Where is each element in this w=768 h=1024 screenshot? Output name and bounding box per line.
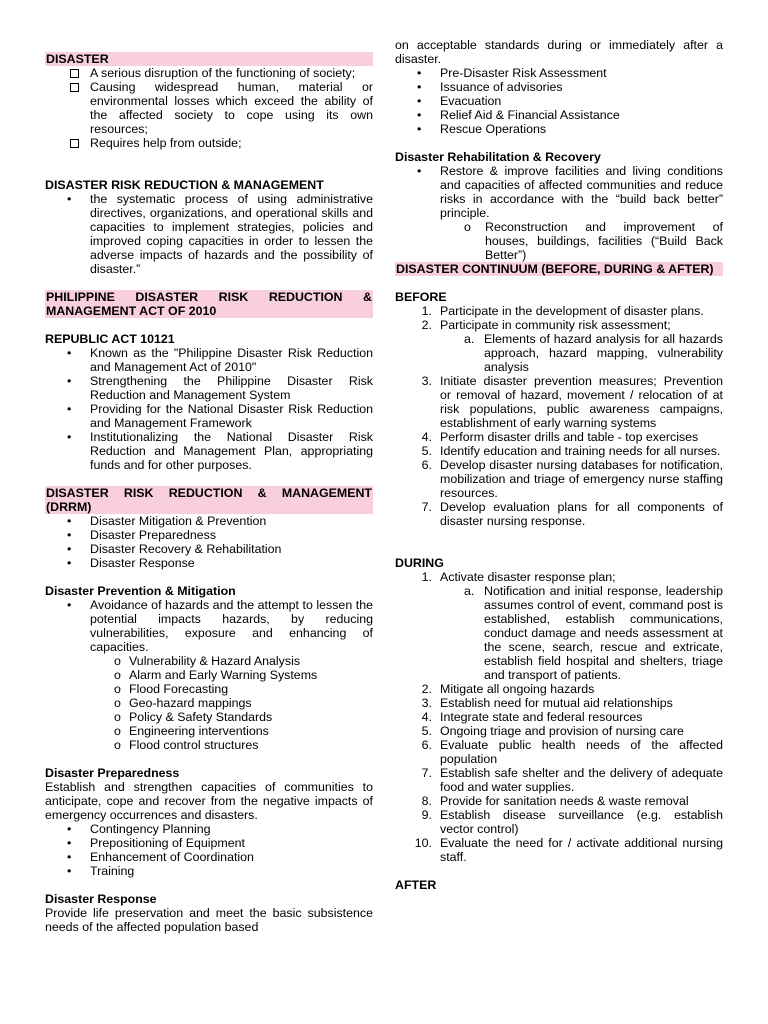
heading-act: PHILIPPINE DISASTER RISK REDUCTION & MANAGEMENT ACT OF 2010 bbox=[46, 290, 372, 318]
list-item: 3. Initiate disaster prevention measures; Prevention or removal of hazard, movement / relocation of at risk populations, public awareness campaigns, establishment of early warning systems bbox=[421, 374, 723, 430]
heading-continuum: DISASTER CONTINUUM (BEFORE, DURING & AFTER) bbox=[395, 262, 723, 276]
heading-after: AFTER bbox=[395, 878, 437, 892]
list-item: • Known as the "Philippine Disaster Risk Reduction and Management Act of 2010" bbox=[45, 346, 373, 374]
list-item: 1. Activate disaster response plan; a. Notification and initial response, leadership assumes control of event, command post is established, establish communications, conduct damage and needs assessment at the scene, search, rescue and extricate, establish field hospital and shelters, triage and transport of patients. bbox=[395, 570, 723, 682]
preparedness-list bbox=[45, 822, 373, 878]
list-item: o Reconstruction and improvement of houses, buildings, facilities (“Build Back Better”) bbox=[395, 220, 723, 262]
list-item: 1. Participate in the development of disaster plans. bbox=[421, 304, 704, 318]
republic-act-list bbox=[45, 346, 373, 472]
heading-drrm-components: DISASTER RISK REDUCTION & MANAGEMENT (DRRM) bbox=[46, 486, 372, 514]
list-item: 8. Provide for sanitation needs & waste removal bbox=[421, 794, 689, 808]
preparedness-text: Establish and strengthen capacities of communities to anticipate, cope and recover from the negative impacts of emergency occurrences and disasters. bbox=[45, 780, 373, 822]
heading-rehabilitation: Disaster Rehabilitation & Recovery bbox=[395, 150, 601, 164]
list-item: • Issuance of advisories bbox=[395, 80, 723, 94]
heading-before: BEFORE bbox=[395, 290, 447, 304]
list-item: • Avoidance of hazards and the attempt to lessen the potential impacts hazards, by reducing vulnerabilities, exposure and enhancing of capacities. bbox=[45, 598, 373, 654]
list-item: • Relief Aid & Financial Assistance bbox=[395, 108, 723, 122]
heading-preparedness: Disaster Preparedness bbox=[45, 766, 180, 780]
list-item: • Providing for the National Disaster Risk Reduction and Management Framework bbox=[45, 402, 373, 430]
list-item: • Restore & improve facilities and living conditions and capacities of affected communities and reduce risks in accordance with the “build back better” principle. bbox=[395, 164, 723, 220]
list-item: 2. Mitigate all ongoing hazards bbox=[421, 682, 595, 696]
list-item: o Flood Forecasting bbox=[45, 682, 373, 696]
response-list bbox=[395, 66, 723, 136]
list-item: 6. Develop disaster nursing databases for notification, mobilization and triage of emergency nurse staffing resources. bbox=[421, 458, 723, 500]
list-item: 4. Perform disaster drills and table - top exercises bbox=[421, 430, 699, 444]
before-list bbox=[395, 304, 723, 528]
list-item: • Strengthening the Philippine Disaster Risk Reduction and Management System bbox=[45, 374, 373, 402]
response-text: Provide life preservation and meet the basic subsistence needs of the affected population based bbox=[45, 906, 373, 934]
right-column bbox=[395, 38, 723, 892]
left-column bbox=[45, 38, 373, 934]
list-item: 3. Establish need for mutual aid relationships bbox=[421, 696, 673, 710]
list-item: • Disaster Mitigation & Prevention bbox=[45, 514, 373, 528]
list-item: • Rescue Operations bbox=[395, 122, 723, 136]
during-sublist bbox=[395, 584, 723, 682]
list-item: • Disaster Response bbox=[45, 556, 373, 570]
heading-prevention: Disaster Prevention & Mitigation bbox=[45, 584, 236, 598]
list-item: • the systematic process of using administrative directives, organizations, and operational skills and capacities to implement strategies, policies and improved coping capacities in order to lessen the adverse impacts of hazards and the possibility of disaster.” bbox=[45, 192, 373, 276]
list-item: 7. Develop evaluation plans for all components of disaster nursing response. bbox=[421, 500, 723, 528]
list-item: o Vulnerability & Hazard Analysis bbox=[45, 654, 373, 668]
list-item: a. Notification and initial response, leadership assumes control of event, command post is established, establish communications, conduct damage and needs assessment at the scene, search, rescue and extricate, establish field hospital and shelters, triage and transport of patients. bbox=[464, 584, 723, 682]
during-list bbox=[395, 570, 723, 864]
list-item: • Disaster Recovery & Rehabilitation bbox=[45, 542, 373, 556]
list-item: 7. Establish safe shelter and the delivery of adequate food and water supplies. bbox=[421, 766, 723, 794]
list-item: • Institutionalizing the National Disaster Risk Reduction and Management Plan, appropriating funds and for other purposes. bbox=[45, 430, 373, 472]
list-item: o Flood control structures bbox=[45, 738, 373, 752]
list-item: o Policy & Safety Standards bbox=[45, 710, 373, 724]
list-item: o Geo-hazard mappings bbox=[45, 696, 373, 710]
list-item: • Evacuation bbox=[395, 94, 723, 108]
list-item: 6. Evaluate public health needs of the affected population bbox=[421, 738, 723, 766]
list-item: 10. Evaluate the need for / activate additional nursing staff. bbox=[414, 836, 723, 864]
list-item: Causing widespread human, material or environmental losses which exceed the ability of the affected society to cope using its own resources; bbox=[45, 80, 373, 136]
list-item: • Prepositioning of Equipment bbox=[45, 836, 373, 850]
disaster-list bbox=[45, 66, 373, 150]
list-item: • Disaster Preparedness bbox=[45, 528, 373, 542]
response-text-continued: on acceptable standards during or immediately after a disaster. bbox=[395, 38, 723, 66]
list-item: a. Elements of hazard analysis for all hazards approach, hazard mapping, vulnerability analysis bbox=[464, 332, 723, 374]
heading-during: DURING bbox=[395, 556, 444, 570]
rehabilitation-sublist bbox=[395, 220, 723, 262]
list-item: • Training bbox=[45, 864, 373, 878]
drrm-components-list bbox=[45, 514, 373, 570]
list-item: 4. Integrate state and federal resources bbox=[421, 710, 643, 724]
list-item: • Enhancement of Coordination bbox=[45, 850, 373, 864]
list-item: • Contingency Planning bbox=[45, 822, 373, 836]
before-sublist bbox=[395, 332, 723, 374]
drrm-def-list bbox=[45, 192, 373, 276]
list-item: A serious disruption of the functioning of society; bbox=[45, 66, 373, 80]
list-item: o Engineering interventions bbox=[45, 724, 373, 738]
list-item: 9. Establish disease surveillance (e.g. establish vector control) bbox=[421, 808, 723, 836]
list-item: 2. Participate in community risk assessment; a. Elements of hazard analysis for all hazards approach, hazard mapping, vulnerability analysis bbox=[395, 318, 723, 374]
prevention-sublist bbox=[45, 654, 373, 752]
list-item: 5. Ongoing triage and provision of nursing care bbox=[421, 724, 684, 738]
list-item: 5. Identify education and training needs for all nurses. bbox=[421, 444, 721, 458]
heading-disaster: DISASTER bbox=[45, 52, 373, 66]
list-item: o Alarm and Early Warning Systems bbox=[45, 668, 373, 682]
list-item: • Pre-Disaster Risk Assessment bbox=[395, 66, 723, 80]
heading-response: Disaster Response bbox=[45, 892, 157, 906]
rehabilitation-list bbox=[395, 164, 723, 220]
list-item: Requires help from outside; bbox=[45, 136, 373, 150]
prevention-list bbox=[45, 598, 373, 654]
heading-republic-act: REPUBLIC ACT 10121 bbox=[45, 332, 175, 346]
heading-drrm: DISASTER RISK REDUCTION & MANAGEMENT bbox=[45, 178, 324, 192]
